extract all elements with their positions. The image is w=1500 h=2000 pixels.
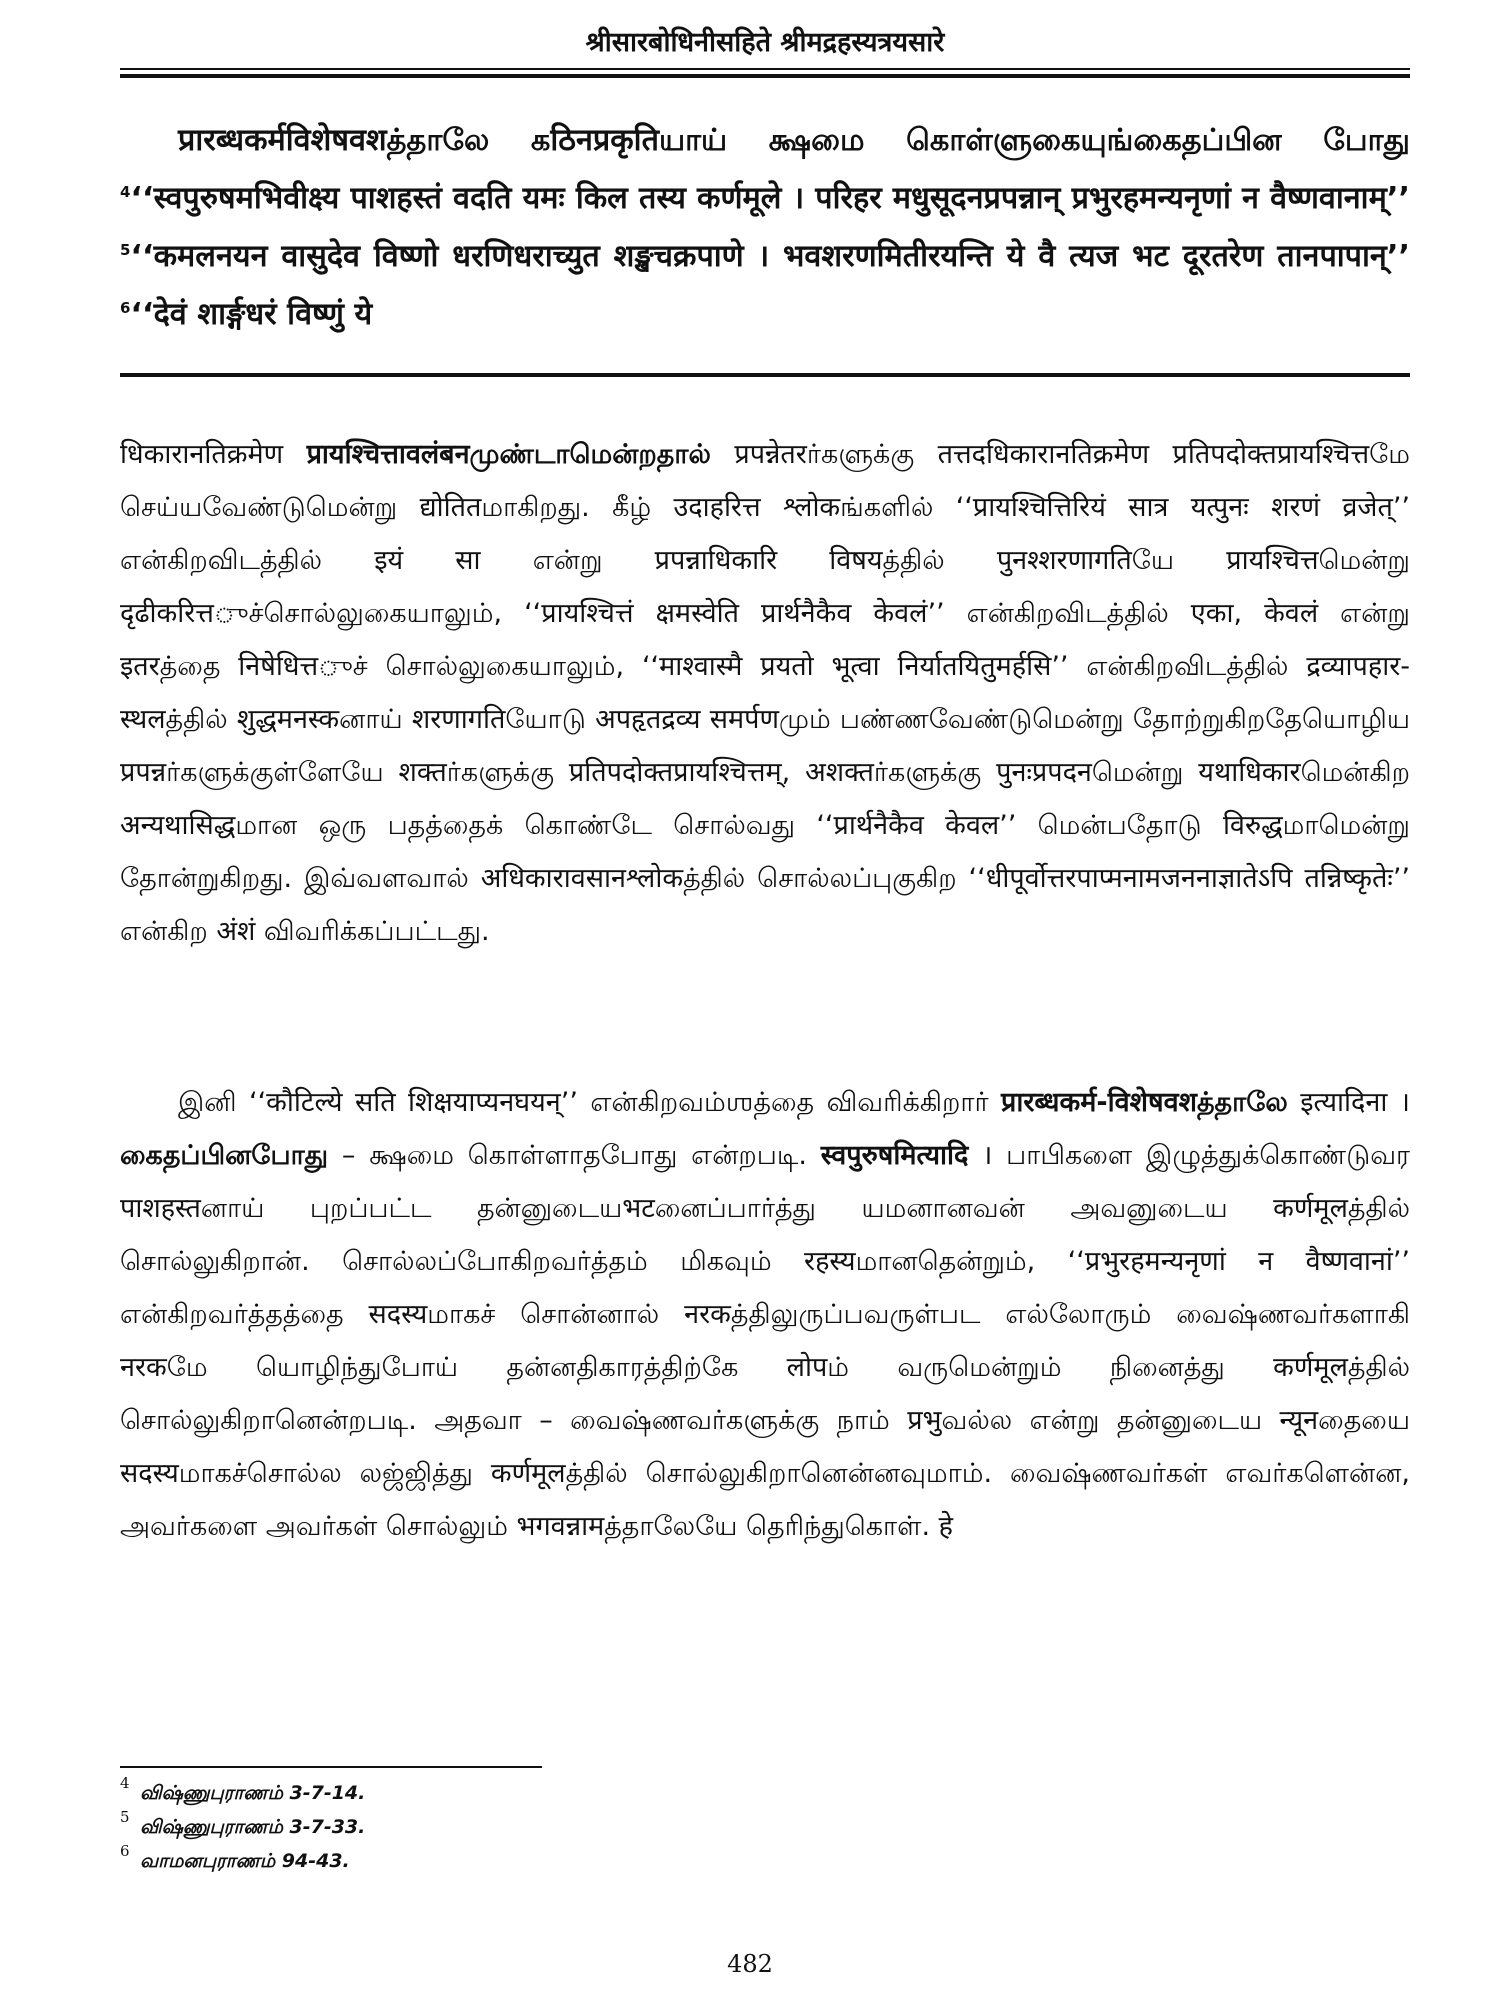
mula-segment: प्रारब्धकर्मविशेषवशத்தாலே கठिनप्रकृतिயாய் க்ஷமை கொள்ளுகையுங்கைதப்பின போது <box>178 123 1410 158</box>
commentary-bold-text: प्रायश्चित्तावलंबनமுண்டாமென்றதால் <box>306 439 711 470</box>
commentary-text: இனி ‘‘कौटिल्ये सति शिक्षयाप्यनघयन्’’ என்கிறவம்ஶத்தை விவரிக்கிறார் <box>178 1087 1002 1118</box>
commentary-text: इत्यादिना । <box>1287 1087 1410 1118</box>
footnotes <box>120 1776 920 1878</box>
footnote-ref: 5 <box>120 240 131 259</box>
mula-text <box>120 112 1410 344</box>
footnote-item <box>120 1776 920 1810</box>
page-number: 482 <box>727 1950 773 1978</box>
commentary-bold-text: स्वपुरुषमित्यादि <box>820 1140 969 1171</box>
commentary-text: । பாபிகளை இழுத்துக்கொண்டுவர पाशहस्तனாய் புறப்பட்ட தன்னுடையभटனைப்பார்த்து யமனானவன் அவனுடைய कर्णमूलத்தில் சொல்லுகிறான். சொல்லப்போகிறவர்த்தம் மிகவும் रहस्यமானதென்றும், ‘‘प्रभुरहमन्यनृणां न वैष्णवानां’’ என்கிறவர்த்தத்தை सदस्यமாகச் சொன்னால் नरकத்திலுருப்பவருள்பட எல்லோரும் வைஷ்ணவர்களாகி नरकமே யொழிந்துபோய் தன்னதிகாரத்திற்கே लोपம் வருமென்றும் நினைத்து कर्णमूलத்தில் சொல்லுகிறானென்றபடி. அதவா – வைஷ்ணவர்களுக்கு நாம் प्रभुவல்ல என்று தன்னுடைய न्यूनதையை सदस्यமாகச்சொல்ல லஜ்ஜித்து कर्णमूलத்தில் சொல்லுகிறானென்னவுமாம். வைஷ்ணவர்கள் எவர்களென்ன, அவர்களை அவர்கள் சொல்லும் भगवन्नामத்தாலேயே தெரிந்துகொள். हे <box>120 1140 1410 1542</box>
running-header: श्रीसारबोधिनीसहिते श्रीमद्रहस्यत्रयसारे <box>585 27 945 58</box>
header-rule-bottom <box>120 74 1410 78</box>
mula-separator-rule <box>120 373 1410 377</box>
footnote-text: விஷ்ணுபுராணம் 3-7-14. <box>140 1782 366 1804</box>
footnote-text: வாமனபுராணம் 94-43. <box>140 1850 350 1872</box>
mula-segment: ‘‘स्वपुरुषमभिवीक्ष्य पाशहस्तं वदति यमः किल तस्य कर्णमूले । परिहर मधुसूदनप्रपन्नान् प्रभुरहमन्यनृणां न वैष्णवानाम्’’ <box>130 181 1410 216</box>
commentary-paragraph-1 <box>120 428 1410 958</box>
commentary-bold-text: प्रारब्धकर्म-विशेषवशத்தாலே <box>1001 1087 1288 1118</box>
footnote-text: விஷ்ணுபுராணம் 3-7-33. <box>140 1816 366 1838</box>
commentary-text: – க்ஷமை கொள்ளாதபோது என்றபடி. <box>328 1140 821 1171</box>
commentary-text: प्रपन्नेतरர்களுக்கு तत्तदधिकारानतिक्रमेण प्रतिपदोक्तप्रायश्चित्तமே செய்யவேண்டுமென்று द्योतितமாகிறது. கீழ் उदाहरित्त श्लोकங்களில் ‘‘प्रायश्चित्तिरियं सात्र यत्पुनः शरणं व्रजेत्’’ என்கிறவிடத்தில் इयं सा என்று प्रपन्नाधिकारि विषयத்தில் पुनश्शरणागतिயே प्रायश्चित्तமென்று दृढीकरित्तுச்சொல்லுகையாலும், ‘‘प्रायश्चित्तं क्षमस्वेति प्रार्थनैकैव केवलं’’ என்கிறவிடத்தில் एका, केवलं என்று इतरத்தை निषेधित्तுச் சொல்லுகையாலும், ‘‘माश्वास्मै प्रयतो भूत्वा निर्यातयितुमर्हसि’’ என்கிறவிடத்தில் द्रव्यापहार-स्थलத்தில் शुद्धमनस्कனாய் शरणागतिயோடு अपहृतद्रव्य समर्पणமும் பண்ணவேண்டுமென்று தோற்றுகிறதேயொழிய प्रपन्नர்களுக்குள்ளேயே शक्तர்களுக்கு प्रतिपदोक्तप्रायश्चित्तम्, अशक्तர்களுக்கு पुनःप्रपदनமென்று यथाधिकारமென்கிற अन्यथासिद्धமான ஒரு பதத்தைக் கொண்டே சொல்வது ‘‘प्रार्थनैकैव केवल’’ மென்பதோடு विरुद्धமாமென்று தோன்றுகிறது. இவ்வளவால் अधिकारावसानश्लोकத்தில் சொல்லப்புகுகிற ‘‘धीपूर्वोत्तरपाप्मनामजननाज्ञातेऽपि तन्निष्कृतेः’’ என்கிற अंशं விவரிக்கப்பட்டது. <box>120 439 1410 947</box>
footnote-number: 5 <box>120 1808 130 1826</box>
header-rule-top <box>120 68 1410 70</box>
footnote-number: 4 <box>120 1774 130 1792</box>
footnote-ref: 4 <box>120 182 131 201</box>
mula-segment: ‘‘कमलनयन वासुदेव विष्णो धरणिधराच्युत शङ्खचक्रपाणे । भवशरणमितीरयन्ति ये वै त्यज भट दूरतरेण तानपापान्’’ <box>130 239 1410 274</box>
footnote-item <box>120 1844 920 1878</box>
footnote-number: 6 <box>120 1842 130 1860</box>
footnote-rule <box>120 1766 542 1768</box>
commentary-text: धिकारानतिक्रमेण <box>120 439 307 470</box>
footnote-ref: 6 <box>120 298 131 317</box>
mula-segment: ‘‘देवं शार्ङ्गधरं विष्णुं ये <box>130 297 373 332</box>
commentary-bold-text: கைதப்பினபோது <box>120 1140 329 1171</box>
footnote-item <box>120 1810 920 1844</box>
commentary-paragraph-2 <box>120 1076 1410 1553</box>
